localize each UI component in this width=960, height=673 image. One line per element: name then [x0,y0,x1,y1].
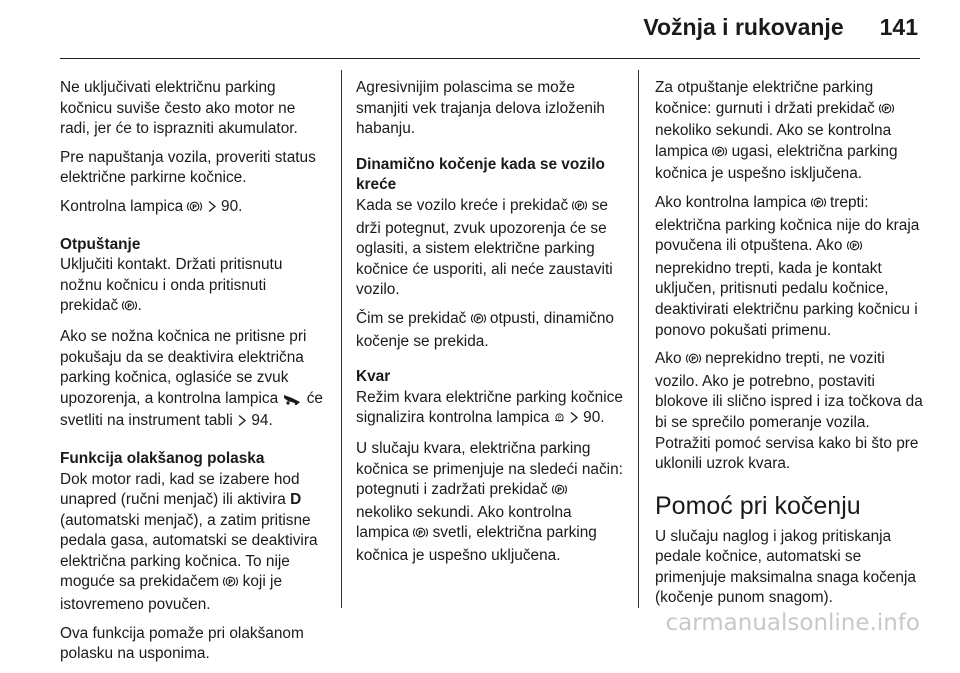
heading-brake-assist: Pomoć pri kočenju [655,491,861,520]
parking-brake-icon [223,574,238,595]
paragraph: Pre napuštanja vozila, proveriti status električne parkirne kočnice. [60,148,316,187]
parking-brake-icon [712,144,727,165]
watermark: carmanualsonline.info [665,610,920,636]
column-divider [341,70,342,608]
text: . [600,409,605,427]
paragraph [60,255,328,319]
parking-brake-icon [471,311,486,332]
text: otpusti, dinamično kočenje se prekida. [356,309,614,350]
text: ugasi, električna parking kočnica je uspešno isključena. [655,142,898,183]
parking-brake-icon [811,195,826,216]
text: Čim se prekidač [356,309,471,327]
text: trepti: električna parking kočnica nije do kraja povučena ili otpuštena. Ako [655,193,920,255]
heading-start-off: Funkcija olakšanog polaska [60,449,265,467]
page-reference-arrow-icon [569,410,579,431]
svg-text:P: P [557,486,562,495]
paragraph [655,349,925,475]
text: Kontrolna lampica [60,197,188,215]
section-title: Vožnja i rukovanje [643,14,844,40]
svg-text:P: P [815,198,821,207]
text: neprekidno trepti, kada je kontakt uključen, pritisnuti pedalu kočnice, deaktivirati električnu parking kočnicu i ponovo pokušati primenu. [655,259,918,339]
text: . [137,297,142,315]
heading-fault: Kvar [356,368,391,386]
text: se drži potegnut, zvuk upozorenja će se oglasiti, a sistem električne parking kočnice će usporiti, ali neće zaustaviti vozilo. [356,196,613,299]
page-reference[interactable]: 90 [583,409,601,427]
text: nekoliko sekundi. Ako kontrolna lampica [356,503,572,542]
text: će svetliti na instrument tabli [60,389,323,430]
page-reference[interactable]: 94 [251,412,269,430]
svg-text:P: P [717,147,723,156]
gear-label: D [290,491,302,509]
paragraph: Ova funkcija pomaže pri olakšanom polasku na usponima. [60,624,304,663]
svg-text:P: P [192,202,198,211]
heading-release: Otpuštanje [60,235,141,253]
svg-text:P: P [127,302,133,311]
svg-text:P: P [851,242,857,251]
text: neprekidno trepti, ne voziti vozilo. Ako je potrebno, postaviti blokove ili slično ispred i iza točkova da bi se sprečilo pomeranje vozila. Potražiti pomoć servisa kako bi što pre uklonili uzrok kvara. [655,350,923,473]
text: Ako se nožna kočnica ne pritisne pri pokušaju da se deaktivira električna parking kočnica, oglasiće se zvuk upozorenja, a kontrolna lampica [60,327,307,407]
paragraph [356,439,626,567]
heading-dynamic-braking: Dinamično kočenje kada se vozilo kreće [356,155,605,194]
text: Ako kontrolna lampica [655,193,811,211]
text: . [268,412,273,430]
text: (automatski menjač), a zatim pritisne pedala gasa, automatski se deaktivira električna parking kočnica. To nije moguće sa prekidačem [60,511,318,591]
paragraph [60,327,328,434]
paragraph [356,196,626,301]
text: Uključiti kontakt. Držati pritisnutu nožnu kočnicu i onda pritisnuti prekidač [60,256,283,315]
page-reference-arrow-icon [207,199,217,220]
brake-fault-icon [554,410,565,431]
paragraph [655,193,925,341]
svg-text:P: P [577,201,583,210]
paragraph [655,78,925,185]
paragraph: Ne uključivati električnu parking kočnicu suviše često ako motor ne radi, jer će to isprazniti akumulator. [60,79,298,138]
svg-text:P: P [418,529,424,538]
page-header [643,14,918,50]
text: koji je istovremeno povučen. [60,573,283,614]
parking-brake-icon [413,525,428,546]
paragraph [60,470,328,616]
svg-text:P: P [228,578,234,587]
paragraph [356,309,626,352]
paragraph: Agresivnijim polascima se može smanjiti vek trajanja delova izloženih habanju. [356,79,605,138]
page-reference[interactable]: 90 [221,197,239,215]
column-1 [60,78,328,673]
page-reference-arrow-icon [237,413,247,434]
parking-brake-icon [879,101,894,122]
svg-text:P: P [884,104,890,113]
svg-text:P: P [557,416,561,423]
column-2 [356,78,626,574]
parking-brake-icon [552,482,567,503]
text: Dok motor radi, kad se izabere hod unapred (ručni menjač) ili aktivira [60,470,300,509]
column-3 [655,78,925,617]
paragraph [356,388,626,431]
column-divider [638,70,639,608]
car-warning-icon [282,391,302,412]
text: Režim kvara električne parking kočnice signalizira kontrolna lampica [356,388,623,427]
svg-text:P: P [475,314,481,323]
text: nekoliko sekundi. Ako se kontrolna lampica [655,122,892,160]
parking-brake-icon [122,298,137,319]
parking-brake-icon [686,351,701,372]
parking-brake-icon [187,199,202,220]
parking-brake-icon [572,198,587,219]
page-number: 141 [879,14,918,40]
paragraph [60,197,328,220]
parking-brake-icon [847,238,862,259]
text: . [238,197,243,215]
text: Kada se vozilo kreće i prekidač [356,196,573,214]
paragraph: U slučaju naglog i jakog pritiskanja pedale kočnice, automatski se primenjuje maksimalna snaga kočenja (kočenje punom snagom). [655,527,916,607]
text: Ako [655,350,686,368]
text: Za otpuštanje električne parking kočnice: gurnuti i držati prekidač [655,79,880,117]
svg-text:P: P [690,355,696,364]
text: svetli, električna parking kočnica je uspešno uključena. [356,524,597,564]
text: U slučaju kvara, električna parking kočnica se primenjuje na sledeći način: potegnuti i zadržati prekidač [356,439,623,499]
header-rule [60,58,920,59]
